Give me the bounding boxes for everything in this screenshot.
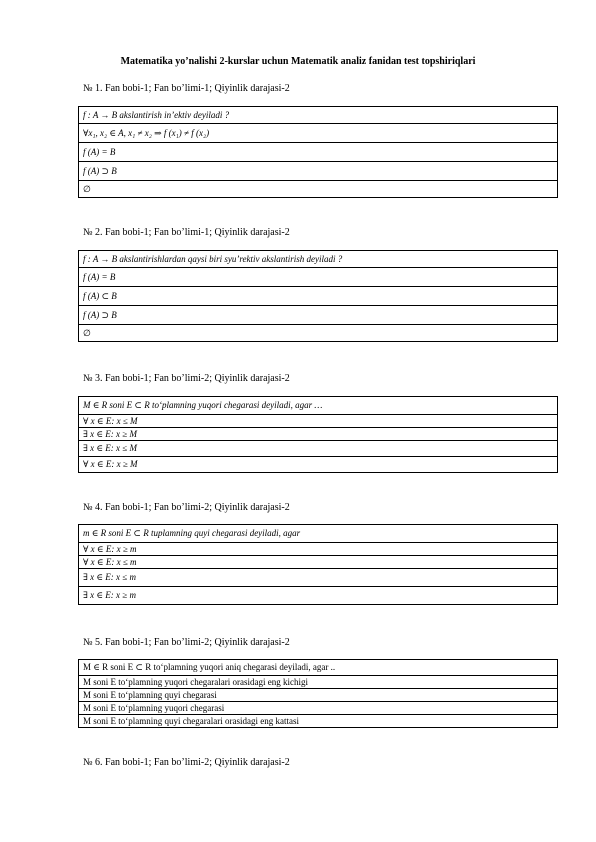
question-4-option-4: ∃ x ∈ E: x ≥ m <box>79 587 558 605</box>
question-3-header: № 3. Fan bobi-1; Fan bo’limi-2; Qiyinlik darajasi-2 <box>83 373 290 384</box>
question-2-table <box>78 250 558 342</box>
question-5-table <box>78 659 558 728</box>
document-title: Matematika yo’nalishi 2-kurslar uchun Matematik analiz fanidan test topshiriqlari <box>120 56 476 67</box>
question-5-option-3: M soni E to‘plamning yuqori chegarasi <box>79 702 558 715</box>
question-1-option-1: ∀x₁, x₂ ∈ A, x₁ ≠ x₂ ⇒ f (x₁) ≠ f (x₂) <box>79 124 558 143</box>
question-4-prompt: m ∈ R soni E ⊂ R tuplamning quyi chegarasi deyiladi, agar <box>79 525 558 543</box>
question-3-option-3: ∃ x ∈ E: x ≤ M <box>79 441 558 457</box>
question-4-table <box>78 524 558 605</box>
question-1-option-4: ∅ <box>79 181 558 198</box>
question-3-option-4: ∀ x ∈ E: x ≥ M <box>79 457 558 473</box>
question-1-option-3: f (A) ⊃ B <box>79 162 558 181</box>
question-6-header: № 6. Fan bobi-1; Fan bo’limi-2; Qiyinlik darajasi-2 <box>83 757 290 768</box>
question-4-header: № 4. Fan bobi-1; Fan bo’limi-2; Qiyinlik darajasi-2 <box>83 502 290 513</box>
question-3-table <box>78 396 558 473</box>
question-3-option-2: ∃ x ∈ E: x ≥ M <box>79 428 558 441</box>
question-5-prompt: M ∈ R soni E ⊂ R to‘plamning yuqori aniq chegarasi deyiladi, agar .. <box>79 660 558 676</box>
question-4-option-2: ∀ x ∈ E: x ≤ m <box>79 556 558 569</box>
question-4-option-1: ∀ x ∈ E: x ≥ m <box>79 543 558 556</box>
question-4-option-3: ∃ x ∈ E: x ≤ m <box>79 569 558 587</box>
question-1-header: № 1. Fan bobi-1; Fan bo’limi-1; Qiyinlik darajasi-2 <box>83 83 290 94</box>
question-5-header: № 5. Fan bobi-1; Fan bo’limi-2; Qiyinlik darajasi-2 <box>83 637 290 648</box>
question-3-prompt: M ∈ R soni E ⊂ R to‘plamning yuqori chegarasi deyiladi, agar … <box>79 397 558 415</box>
question-2-option-2: f (A) ⊂ B <box>79 287 558 306</box>
question-1-table <box>78 106 558 198</box>
question-2-option-3: f (A) ⊃ B <box>79 306 558 325</box>
question-2-option-1: f (A) = B <box>79 268 558 287</box>
question-1-prompt: f : A → B akslantirish in’ektiv deyiladi ? <box>79 107 558 124</box>
question-3-option-1: ∀ x ∈ E: x ≤ M <box>79 415 558 428</box>
question-5-option-2: M soni E to‘plamning quyi chegarasi <box>79 689 558 702</box>
question-2-prompt: f : A → B akslantirishlardan qaysi biri syu’rektiv akslantirish deyiladi ? <box>79 251 558 268</box>
question-1-option-2: f (A) = B <box>79 143 558 162</box>
question-5-option-1: M soni E to‘plamning yuqori chegaralari orasidagi eng kichigi <box>79 676 558 689</box>
question-5-option-4: M soni E to‘plamning quyi chegaralari orasidagi eng kattasi <box>79 715 558 728</box>
question-2-header: № 2. Fan bobi-1; Fan bo’limi-1; Qiyinlik darajasi-2 <box>83 227 290 238</box>
question-2-option-4: ∅ <box>79 325 558 342</box>
